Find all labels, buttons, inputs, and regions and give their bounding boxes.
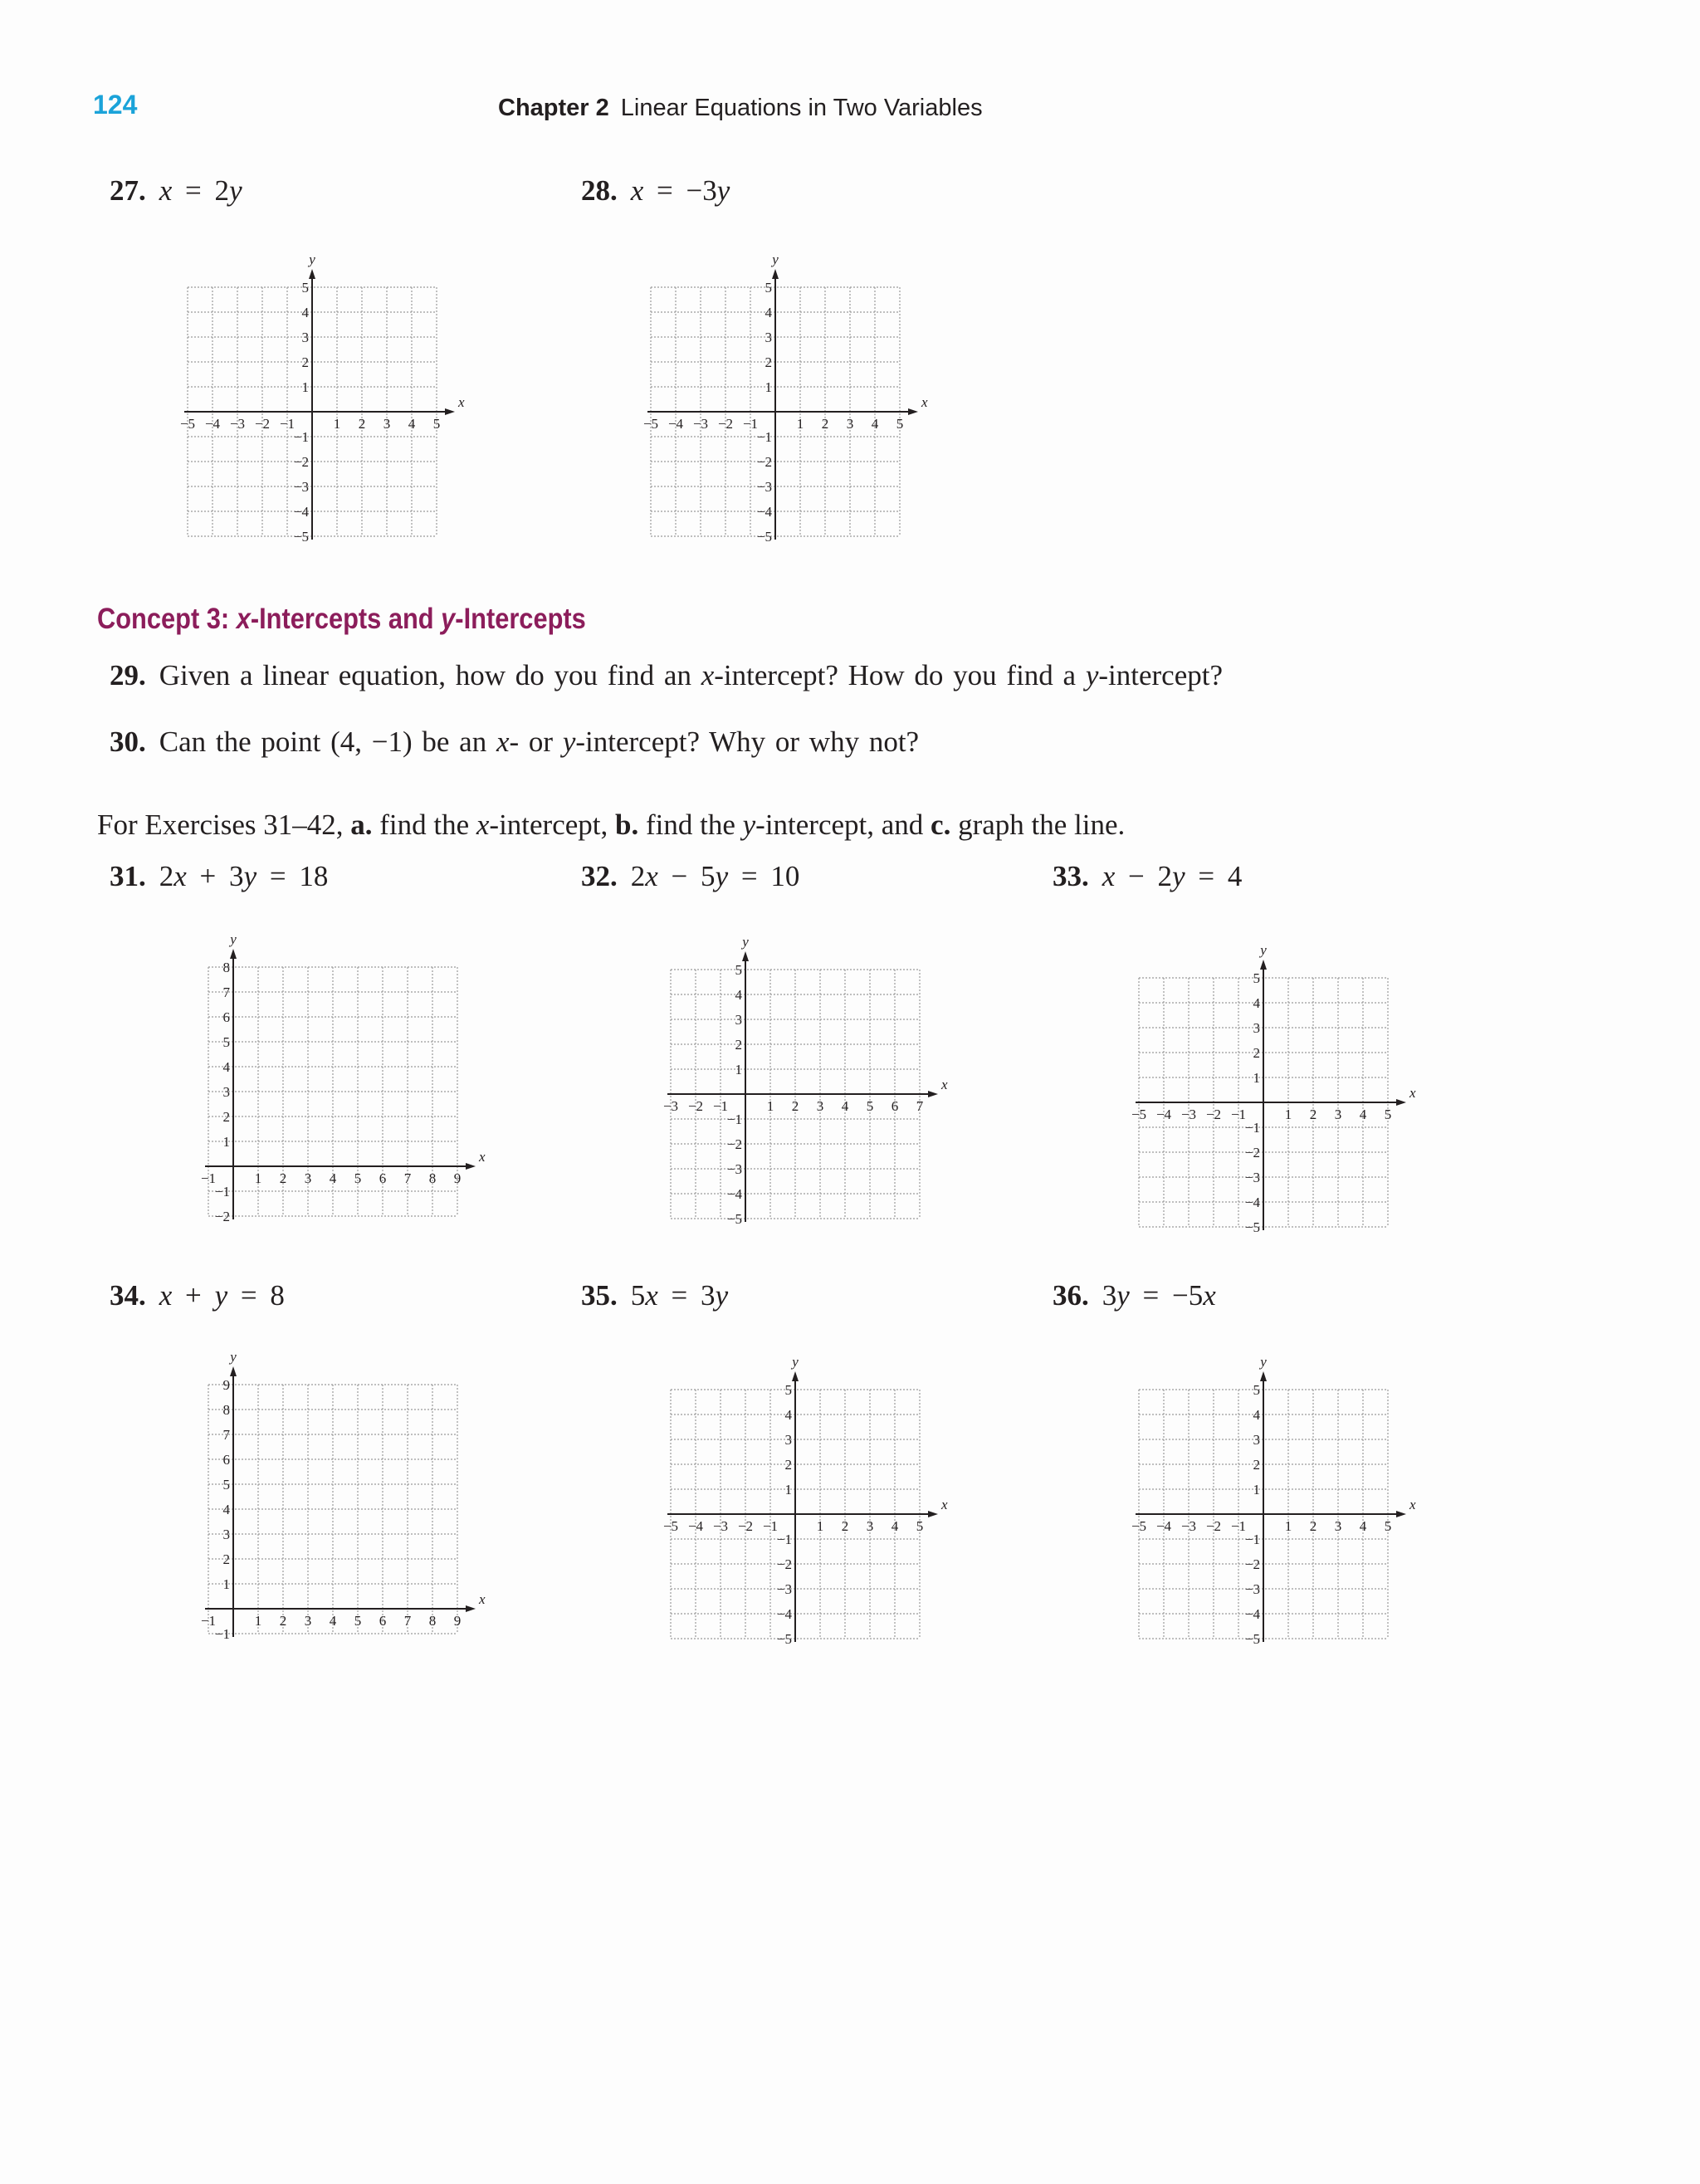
x-tick-label: −3 — [692, 416, 709, 432]
x-tick-label: −1 — [712, 1098, 729, 1114]
y-tick-label: −5 — [776, 1631, 792, 1647]
x-axis-arrow — [1396, 1099, 1406, 1106]
x-tick-label: 3 — [1334, 1107, 1342, 1122]
x-axis-label: x — [921, 394, 928, 410]
x-tick-label: 2 — [1309, 1107, 1317, 1122]
y-axis-arrow — [230, 1366, 237, 1376]
coordinate-grid-35 — [662, 1354, 948, 1647]
x-tick-label: 4 — [329, 1170, 337, 1186]
y-tick-label: −1 — [1244, 1120, 1260, 1136]
y-tick-label: 2 — [784, 1457, 792, 1473]
x-tick-label: 4 — [891, 1518, 899, 1534]
y-tick-label: 6 — [222, 1452, 230, 1468]
chapter-title: Linear Equations in Two Variables — [620, 95, 983, 121]
x-tick-label: 4 — [408, 416, 416, 432]
question-text: Can the point (4, −1) be an x- or y-intercept? Why or why not? — [159, 726, 920, 758]
exercise-number: 36. — [1053, 1279, 1089, 1312]
x-tick-label: −2 — [687, 1098, 704, 1114]
y-tick-label: 3 — [222, 1527, 230, 1542]
x-tick-label: 5 — [916, 1518, 924, 1534]
exercise-number: 32. — [581, 860, 618, 892]
x-axis-label: x — [479, 1149, 486, 1165]
x-tick-label: −2 — [1205, 1518, 1222, 1534]
y-tick-label: 3 — [222, 1084, 230, 1100]
y-tick-label: 4 — [301, 305, 309, 320]
y-tick-label: −5 — [726, 1211, 742, 1227]
x-tick-label: −5 — [662, 1518, 679, 1534]
exercise-32 — [581, 860, 799, 893]
exercise-equation: x = −3y — [630, 174, 730, 207]
x-axis-label: x — [1409, 1497, 1416, 1512]
x-tick-label: −4 — [204, 416, 221, 432]
instructions-c: c. — [931, 809, 951, 841]
x-tick-label: 1 — [816, 1518, 824, 1534]
x-tick-label: 8 — [428, 1170, 437, 1186]
exercise-number: 34. — [110, 1279, 146, 1312]
y-tick-label: −1 — [293, 429, 309, 445]
x-tick-label: 6 — [379, 1613, 387, 1629]
exercise-number: 27. — [110, 174, 146, 207]
x-tick-label: −4 — [667, 416, 684, 432]
x-tick-label: −3 — [712, 1518, 729, 1534]
x-tick-label: 1 — [254, 1613, 262, 1629]
y-tick-label: 1 — [735, 1062, 742, 1077]
y-tick-label: −3 — [1244, 1581, 1260, 1597]
x-tick-label: −1 — [742, 416, 759, 432]
x-axis-label: x — [479, 1591, 486, 1607]
x-axis-arrow — [445, 408, 455, 415]
x-axis-arrow — [928, 1511, 938, 1517]
x-tick-label: 9 — [453, 1613, 462, 1629]
question-29 — [110, 659, 1223, 692]
exercise-equation: 2x − 5y = 10 — [630, 860, 800, 892]
y-tick-label: 5 — [784, 1382, 792, 1398]
y-tick-label: 2 — [222, 1551, 230, 1567]
exercise-34 — [110, 1279, 285, 1312]
x-tick-label: −5 — [1131, 1518, 1147, 1534]
instructions — [97, 809, 1125, 842]
question-number: 30. — [110, 726, 146, 758]
y-axis-label: y — [742, 934, 749, 950]
y-tick-label: 4 — [735, 987, 742, 1003]
x-tick-label: 5 — [354, 1613, 362, 1629]
x-tick-label: 9 — [453, 1170, 462, 1186]
x-tick-label: −2 — [737, 1518, 754, 1534]
x-tick-label: 2 — [279, 1613, 287, 1629]
y-tick-label: 5 — [222, 1034, 230, 1050]
x-tick-label: −1 — [1230, 1518, 1247, 1534]
y-axis-arrow — [792, 1371, 799, 1381]
x-tick-label: −5 — [179, 416, 196, 432]
exercise-equation: x − 2y = 4 — [1102, 860, 1243, 892]
y-tick-label: −3 — [756, 479, 772, 495]
y-tick-label: −4 — [293, 504, 309, 520]
y-tick-label: 3 — [765, 330, 772, 345]
y-tick-label: 2 — [765, 354, 772, 370]
x-tick-label: −1 — [1230, 1107, 1247, 1122]
y-tick-label: −2 — [1244, 1556, 1260, 1572]
x-tick-label: −1 — [200, 1613, 217, 1629]
exercise-35 — [581, 1279, 728, 1312]
y-tick-label: 1 — [1253, 1070, 1260, 1086]
x-tick-label: −3 — [662, 1098, 679, 1114]
y-tick-label: 4 — [1253, 1407, 1260, 1423]
y-tick-label: 1 — [765, 379, 772, 395]
x-tick-label: 4 — [1359, 1107, 1367, 1122]
y-tick-label: 1 — [784, 1482, 792, 1498]
x-tick-label: 2 — [791, 1098, 799, 1114]
instructions-b: b. — [615, 809, 639, 841]
x-tick-label: 5 — [896, 416, 904, 432]
x-tick-label: 5 — [866, 1098, 874, 1114]
y-tick-label: 4 — [222, 1059, 230, 1075]
y-tick-label: −5 — [1244, 1631, 1260, 1647]
x-tick-label: −2 — [254, 416, 271, 432]
x-axis-arrow — [466, 1605, 476, 1612]
x-tick-label: 7 — [916, 1098, 924, 1114]
x-tick-label: 2 — [358, 416, 366, 432]
x-tick-label: 1 — [1284, 1518, 1292, 1534]
x-tick-label: 1 — [796, 416, 804, 432]
x-axis-label: x — [941, 1077, 948, 1092]
coordinate-grid-34 — [200, 1349, 486, 1642]
y-tick-label: 1 — [222, 1134, 230, 1150]
exercise-number: 33. — [1053, 860, 1089, 892]
x-axis-arrow — [1396, 1511, 1406, 1517]
x-tick-label: 1 — [766, 1098, 774, 1114]
y-tick-label: 7 — [222, 1427, 230, 1443]
x-tick-label: 3 — [304, 1170, 312, 1186]
y-tick-label: −3 — [776, 1581, 792, 1597]
x-tick-label: −4 — [1155, 1107, 1172, 1122]
y-axis-arrow — [230, 949, 237, 959]
y-tick-label: 8 — [222, 960, 230, 975]
exercise-27 — [110, 174, 242, 208]
x-tick-label: 7 — [403, 1613, 412, 1629]
x-tick-label: 7 — [403, 1170, 412, 1186]
x-tick-label: 3 — [816, 1098, 824, 1114]
x-tick-label: 4 — [841, 1098, 849, 1114]
y-tick-label: 5 — [735, 962, 742, 978]
concept-y-var: y — [441, 603, 456, 635]
x-tick-label: 3 — [383, 416, 391, 432]
x-tick-label: −2 — [717, 416, 734, 432]
instructions-b-text: find the y-intercept, and — [638, 809, 931, 841]
x-tick-label: −3 — [1180, 1107, 1197, 1122]
y-tick-label: −2 — [726, 1136, 742, 1152]
coordinate-grid-27 — [179, 252, 465, 545]
y-tick-label: −1 — [214, 1184, 230, 1199]
y-tick-label: −5 — [1244, 1219, 1260, 1235]
x-tick-label: −1 — [279, 416, 296, 432]
x-axis-label: x — [941, 1497, 948, 1512]
y-tick-label: −1 — [776, 1532, 792, 1547]
exercise-number: 35. — [581, 1279, 618, 1312]
concept-middle: -Intercepts and — [250, 603, 442, 635]
x-tick-label: 3 — [1334, 1518, 1342, 1534]
y-axis-arrow — [1260, 960, 1267, 970]
y-tick-label: −4 — [756, 504, 772, 520]
y-tick-label: 2 — [1253, 1457, 1260, 1473]
y-tick-label: 3 — [1253, 1020, 1260, 1036]
y-tick-label: 2 — [1253, 1045, 1260, 1061]
y-axis-label: y — [309, 252, 315, 267]
x-axis-arrow — [908, 408, 918, 415]
question-number: 29. — [110, 659, 146, 691]
y-tick-label: 6 — [222, 1009, 230, 1025]
y-tick-label: 2 — [301, 354, 309, 370]
x-tick-label: 2 — [1309, 1518, 1317, 1534]
exercise-28 — [581, 174, 730, 208]
x-tick-label: −4 — [687, 1518, 704, 1534]
x-tick-label: 3 — [846, 416, 854, 432]
y-tick-label: 5 — [1253, 1382, 1260, 1398]
y-axis-label: y — [1260, 1354, 1267, 1370]
x-tick-label: 2 — [841, 1518, 849, 1534]
instructions-c-text: graph the line. — [950, 809, 1126, 841]
exercise-33 — [1053, 860, 1242, 893]
chapter-label: Chapter 2 — [498, 95, 609, 121]
y-tick-label: 5 — [1253, 970, 1260, 986]
y-tick-label: 4 — [222, 1502, 230, 1517]
y-tick-label: −1 — [214, 1626, 230, 1642]
y-tick-label: 3 — [1253, 1432, 1260, 1448]
y-tick-label: −2 — [756, 454, 772, 470]
x-tick-label: 2 — [279, 1170, 287, 1186]
exercise-36 — [1053, 1279, 1216, 1312]
exercise-number: 31. — [110, 860, 146, 892]
concept-x-var: x — [236, 603, 251, 635]
coordinate-grid-31 — [200, 931, 486, 1224]
x-tick-label: −2 — [1205, 1107, 1222, 1122]
y-axis-label: y — [230, 1349, 237, 1365]
concept-prefix: Concept 3: — [97, 603, 237, 635]
y-tick-label: 3 — [735, 1012, 742, 1028]
exercise-equation: x + y = 8 — [159, 1279, 285, 1312]
x-tick-label: 4 — [1359, 1518, 1367, 1534]
y-tick-label: −1 — [1244, 1532, 1260, 1547]
coordinate-grid-33 — [1131, 942, 1416, 1235]
x-tick-label: 5 — [432, 416, 441, 432]
x-tick-label: −5 — [642, 416, 659, 432]
instructions-a-text: find the x-intercept, — [372, 809, 616, 841]
x-tick-label: 5 — [354, 1170, 362, 1186]
y-tick-label: −2 — [293, 454, 309, 470]
y-tick-label: 9 — [222, 1377, 230, 1393]
y-tick-label: −4 — [726, 1186, 742, 1202]
x-tick-label: 1 — [254, 1170, 262, 1186]
coordinate-grid-36 — [1131, 1354, 1416, 1647]
y-tick-label: 5 — [301, 280, 309, 296]
concept-suffix: -Intercepts — [455, 603, 586, 635]
y-tick-label: −5 — [756, 529, 772, 545]
y-tick-label: 8 — [222, 1402, 230, 1418]
y-tick-label: 2 — [222, 1109, 230, 1125]
exercise-equation: 3y = −5x — [1102, 1279, 1216, 1312]
y-tick-label: −2 — [776, 1556, 792, 1572]
y-tick-label: −1 — [726, 1112, 742, 1127]
y-tick-label: 1 — [222, 1576, 230, 1592]
x-tick-label: 5 — [1384, 1518, 1392, 1534]
y-tick-label: −1 — [756, 429, 772, 445]
y-tick-label: −5 — [293, 529, 309, 545]
y-axis-label: y — [772, 252, 779, 267]
y-tick-label: 3 — [784, 1432, 792, 1448]
y-tick-label: −4 — [1244, 1606, 1260, 1622]
page-number: 124 — [93, 90, 138, 120]
x-tick-label: 4 — [871, 416, 879, 432]
y-tick-label: −4 — [776, 1606, 792, 1622]
y-axis-label: y — [792, 1354, 799, 1370]
y-tick-label: 1 — [1253, 1482, 1260, 1498]
x-tick-label: −3 — [1180, 1518, 1197, 1534]
y-tick-label: 5 — [765, 280, 772, 296]
exercise-equation: 5x = 3y — [630, 1279, 729, 1312]
running-head — [498, 95, 983, 122]
x-tick-label: 6 — [379, 1170, 387, 1186]
y-tick-label: −3 — [1244, 1170, 1260, 1185]
y-axis-label: y — [1260, 942, 1267, 958]
x-tick-label: −4 — [1155, 1518, 1172, 1534]
y-tick-label: 4 — [765, 305, 772, 320]
x-axis-arrow — [928, 1091, 938, 1097]
y-tick-label: −3 — [726, 1161, 742, 1177]
concept-heading — [97, 603, 586, 636]
y-tick-label: 4 — [1253, 995, 1260, 1011]
x-tick-label: 2 — [821, 416, 829, 432]
y-tick-label: 7 — [222, 985, 230, 1000]
y-axis-arrow — [772, 269, 779, 279]
x-tick-label: −5 — [1131, 1107, 1147, 1122]
x-axis-label: x — [458, 394, 465, 410]
x-tick-label: −1 — [200, 1170, 217, 1186]
y-tick-label: −2 — [1244, 1145, 1260, 1160]
y-axis-arrow — [742, 951, 749, 961]
exercise-equation: 2x + 3y = 18 — [159, 860, 329, 892]
x-axis-arrow — [466, 1163, 476, 1170]
y-axis-arrow — [309, 269, 315, 279]
instructions-a: a. — [350, 809, 373, 841]
y-tick-label: 1 — [301, 379, 309, 395]
question-30 — [110, 726, 919, 759]
y-tick-label: −2 — [214, 1209, 230, 1224]
x-tick-label: 5 — [1384, 1107, 1392, 1122]
y-axis-label: y — [230, 931, 237, 947]
exercise-31 — [110, 860, 328, 893]
question-text: Given a linear equation, how do you find an x-intercept? How do you find a y-intercept? — [159, 659, 1224, 691]
x-tick-label: 6 — [891, 1098, 899, 1114]
x-tick-label: 3 — [866, 1518, 874, 1534]
y-tick-label: 5 — [222, 1477, 230, 1493]
x-tick-label: 4 — [329, 1613, 337, 1629]
y-tick-label: 3 — [301, 330, 309, 345]
y-tick-label: −4 — [1244, 1195, 1260, 1210]
x-tick-label: 3 — [304, 1613, 312, 1629]
coordinate-grid-32 — [662, 934, 948, 1227]
y-tick-label: −3 — [293, 479, 309, 495]
x-axis-label: x — [1409, 1085, 1416, 1101]
x-tick-label: 1 — [333, 416, 341, 432]
x-tick-label: 8 — [428, 1613, 437, 1629]
y-axis-arrow — [1260, 1371, 1267, 1381]
x-tick-label: −1 — [762, 1518, 779, 1534]
y-tick-label: 2 — [735, 1037, 742, 1053]
exercise-equation: x = 2y — [159, 174, 242, 207]
x-tick-label: 1 — [1284, 1107, 1292, 1122]
exercise-number: 28. — [581, 174, 618, 207]
y-tick-label: 4 — [784, 1407, 792, 1423]
coordinate-grid-28 — [642, 252, 928, 545]
x-tick-label: −3 — [229, 416, 246, 432]
instructions-pre: For Exercises 31–42, — [97, 809, 351, 841]
